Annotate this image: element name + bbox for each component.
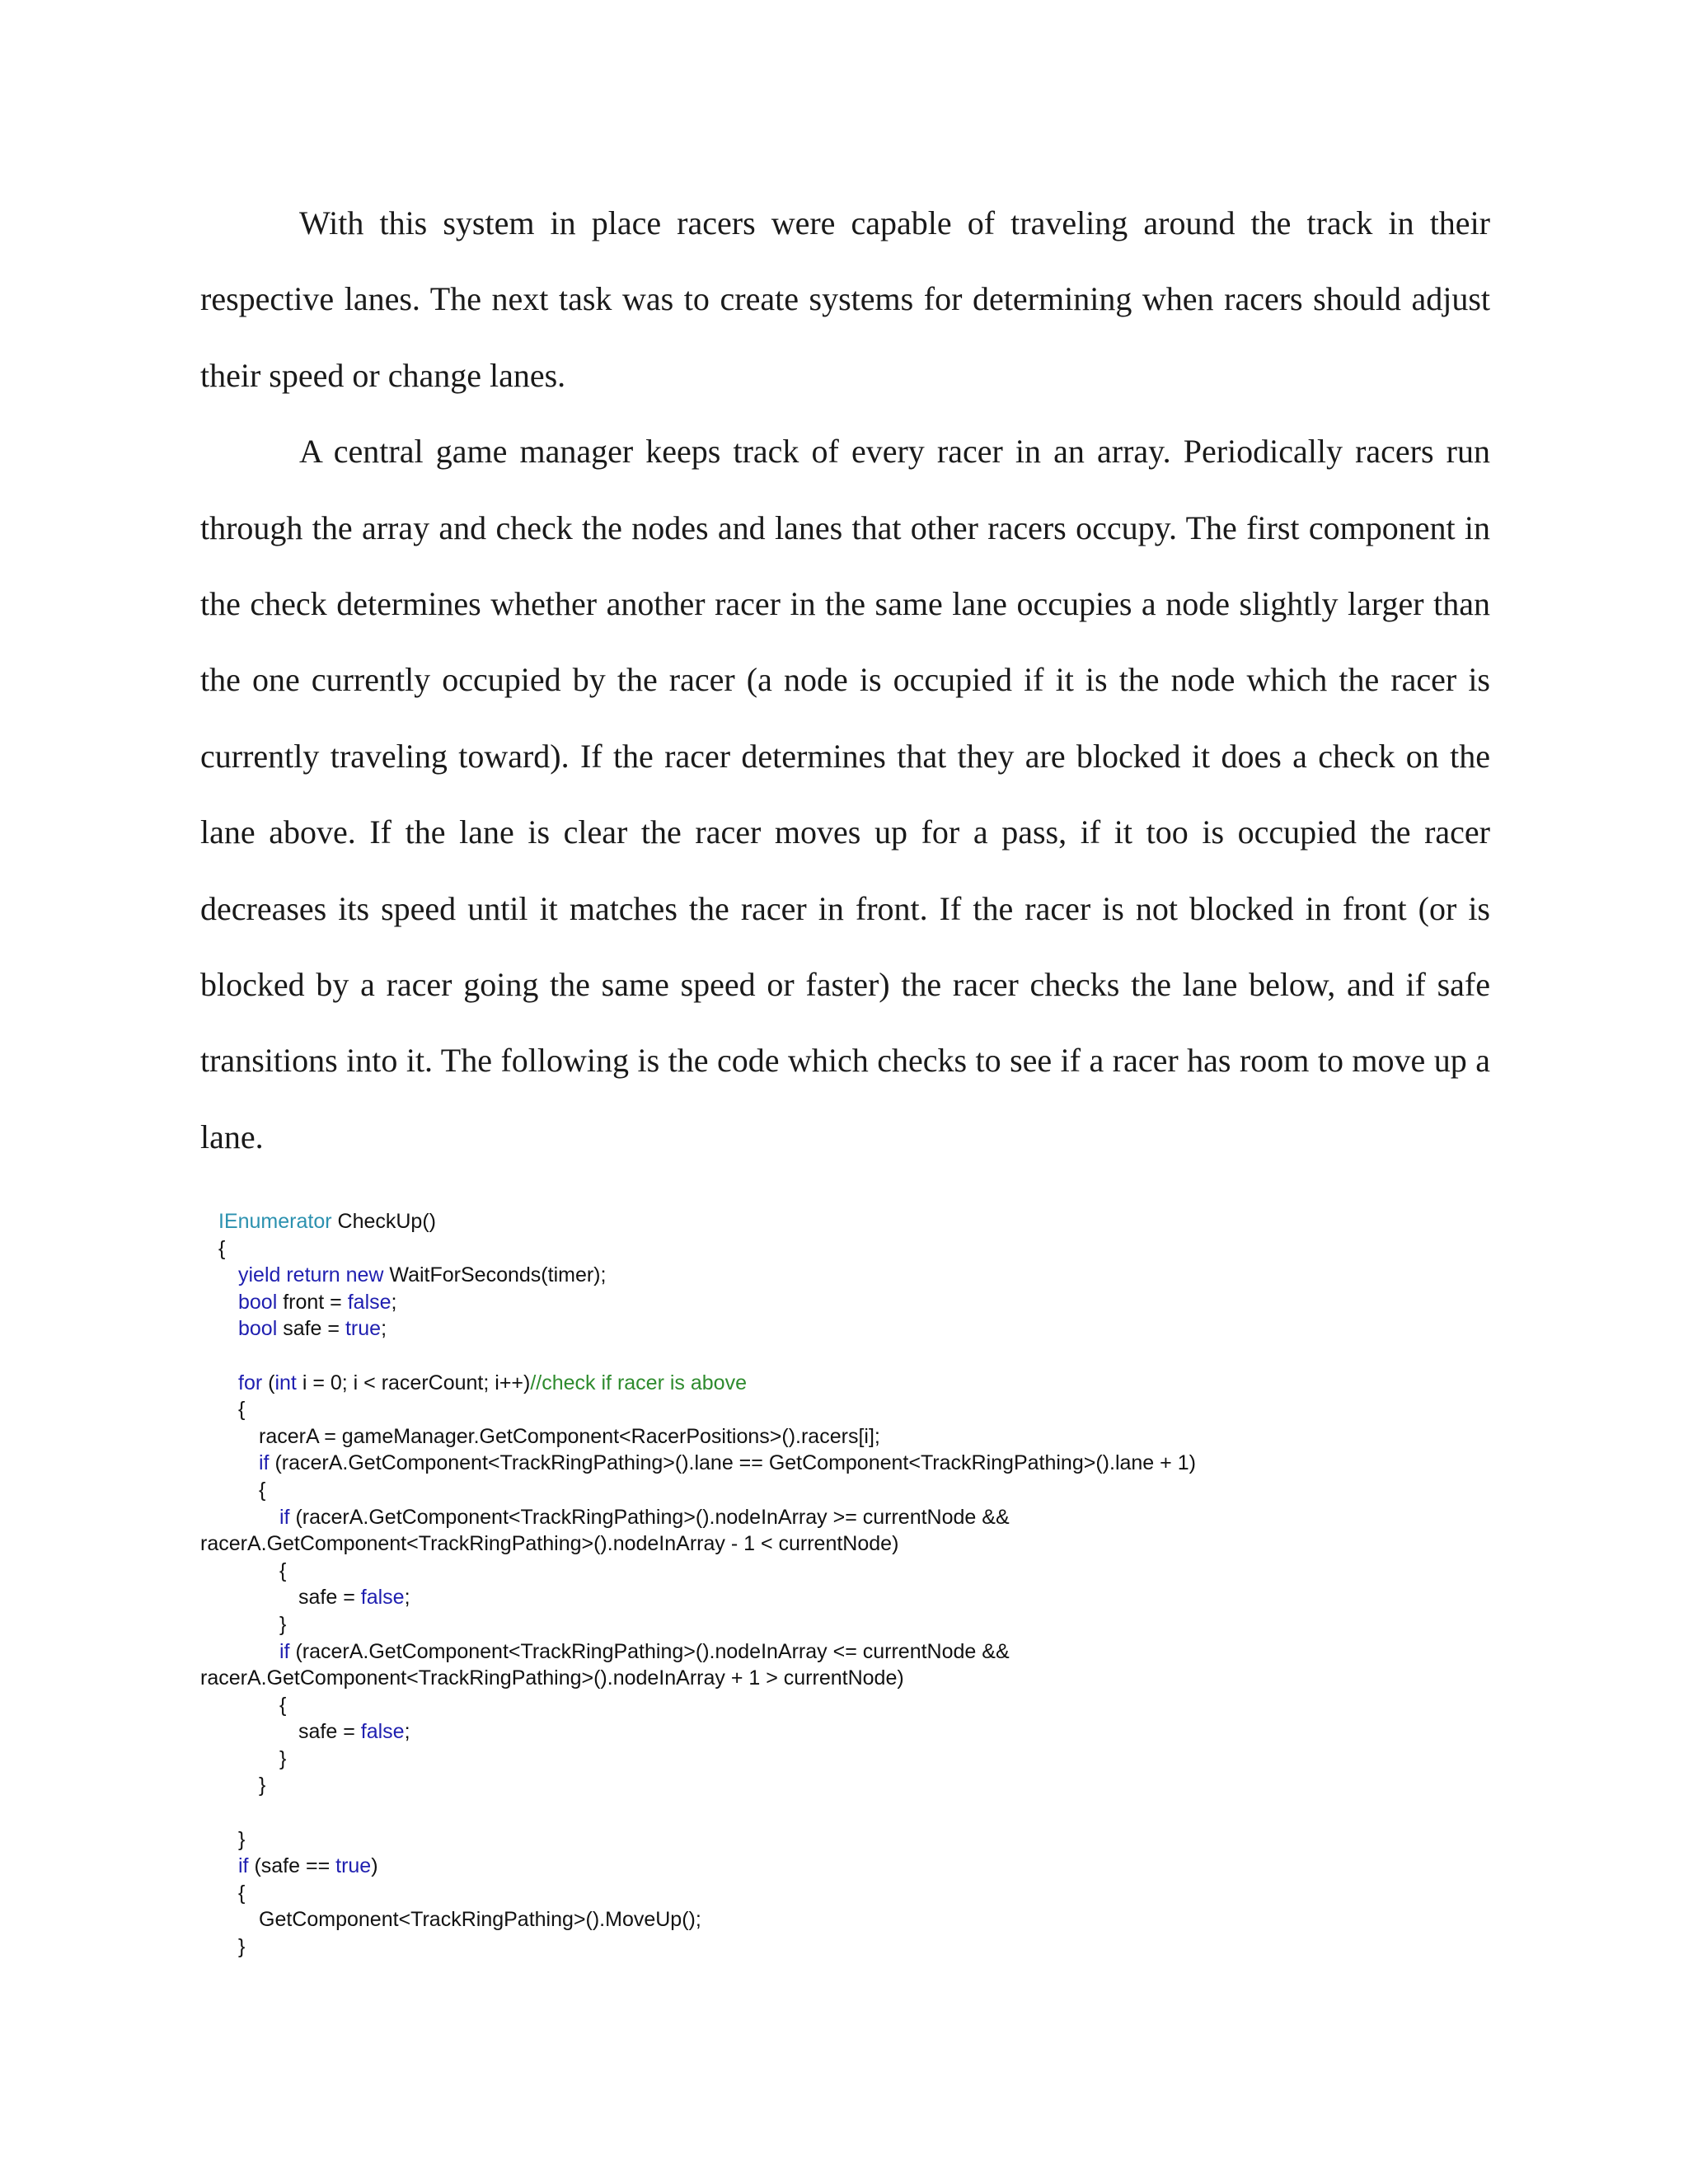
code-text: WaitForSeconds(timer); xyxy=(383,1263,607,1287)
code-line: { xyxy=(259,1478,266,1502)
code-line xyxy=(200,1208,1536,1235)
code-line xyxy=(200,1450,1536,1477)
code-keyword: if xyxy=(279,1639,290,1663)
code-keyword: false xyxy=(360,1586,405,1610)
code-text: safe = xyxy=(298,1586,361,1610)
code-line: GetComponent<TrackRingPathing>().MoveUp(); xyxy=(259,1908,701,1932)
code-line: } xyxy=(279,1746,287,1770)
code-text: front = xyxy=(277,1290,348,1314)
code-keyword: false xyxy=(360,1720,405,1744)
code-text: i = 0; i < racerCount; i++) xyxy=(296,1371,531,1394)
code-line xyxy=(200,1638,1536,1666)
code-line xyxy=(200,1718,1536,1746)
paragraph-2: A central game manager keeps track of every racer in an array. Periodically racers run through the array and check the nodes and lanes that other racers occupy. The first component in the check determines whether another racer in the same lane occupies a node slightly larger than the one currently occupied by the racer (a node is occupied if it is the node which the racer is currently traveling toward). If the racer determines that they are blocked it does a check on the lane above. If the lane is clear the racer moves up for a pass, if it too is occupied the racer decreases its speed until it matches the racer in front. If the racer is not blocked in front (or is blocked by a racer going the same speed or faster) the racer checks the lane below, and if safe transitions into it. The following is the code which checks to see if a racer has room to move up a lane. xyxy=(200,433,1490,1155)
code-line: racerA.GetComponent<TrackRingPathing>().nodeInArray + 1 > currentNode) xyxy=(200,1666,904,1690)
code-keyword: false xyxy=(347,1290,392,1314)
code-line xyxy=(200,1370,1536,1397)
code-text: safe = xyxy=(277,1317,345,1341)
code-text: ; xyxy=(404,1720,410,1744)
paragraph-1: With this system in place racers were capable of traveling around the track in their respective lanes. The next task was to create systems for determining when racers should adjust their speed or change lanes. xyxy=(200,204,1490,394)
code-line: } xyxy=(238,1827,246,1851)
code-keyword: true xyxy=(345,1317,382,1341)
body-text xyxy=(200,185,1490,1175)
code-keyword: bool xyxy=(238,1317,278,1341)
code-text: (racerA.GetComponent<TrackRingPathing>().nodeInArray >= currentNode && xyxy=(289,1505,1010,1529)
code-keyword: if xyxy=(279,1505,290,1529)
code-keyword: if xyxy=(238,1854,249,1878)
code-line: } xyxy=(259,1774,266,1797)
code-line: { xyxy=(238,1398,246,1422)
code-text: ) xyxy=(371,1854,378,1878)
code-line: racerA.GetComponent<TrackRingPathing>().nodeInArray - 1 < currentNode) xyxy=(200,1532,899,1556)
code-line: { xyxy=(218,1236,226,1260)
code-keyword: bool xyxy=(238,1290,278,1314)
code-line: } xyxy=(238,1935,246,1959)
code-line xyxy=(200,1584,1536,1611)
code-line xyxy=(200,1315,1536,1343)
code-keyword: if xyxy=(259,1451,270,1475)
code-comment: //check if racer is above xyxy=(530,1371,747,1394)
code-text: (racerA.GetComponent<TrackRingPathing>().nodeInArray <= currentNode && xyxy=(289,1639,1010,1663)
code-line: } xyxy=(279,1612,287,1636)
code-type: IEnumerator xyxy=(218,1210,332,1233)
code-text: ; xyxy=(404,1586,410,1610)
code-keyword: true xyxy=(335,1854,372,1878)
code-line xyxy=(200,1504,1536,1531)
code-line: racerA = gameManager.GetComponent<RacerPositions>().racers[i]; xyxy=(259,1424,880,1448)
code-text: CheckUp() xyxy=(331,1210,436,1233)
code-text: ; xyxy=(381,1317,387,1341)
code-text: ( xyxy=(262,1371,275,1394)
code-line xyxy=(200,1262,1536,1289)
code-line: { xyxy=(238,1881,246,1905)
code-text: (safe == xyxy=(248,1854,336,1878)
code-line xyxy=(200,1853,1536,1880)
code-listing xyxy=(200,1208,1536,1961)
code-keyword: yield return new xyxy=(238,1263,384,1287)
code-keyword: for xyxy=(238,1371,263,1394)
code-text: ; xyxy=(391,1290,397,1314)
code-line: { xyxy=(279,1558,287,1582)
code-blank-line xyxy=(200,1343,1536,1370)
code-keyword: int xyxy=(274,1371,297,1394)
code-blank-line xyxy=(200,1799,1536,1826)
code-line xyxy=(200,1289,1536,1316)
code-line: { xyxy=(279,1693,287,1717)
code-text: (racerA.GetComponent<TrackRingPathing>().lane == GetComponent<TrackRingPathing>().lane + 1) xyxy=(269,1451,1196,1475)
code-text: safe = xyxy=(298,1720,361,1744)
